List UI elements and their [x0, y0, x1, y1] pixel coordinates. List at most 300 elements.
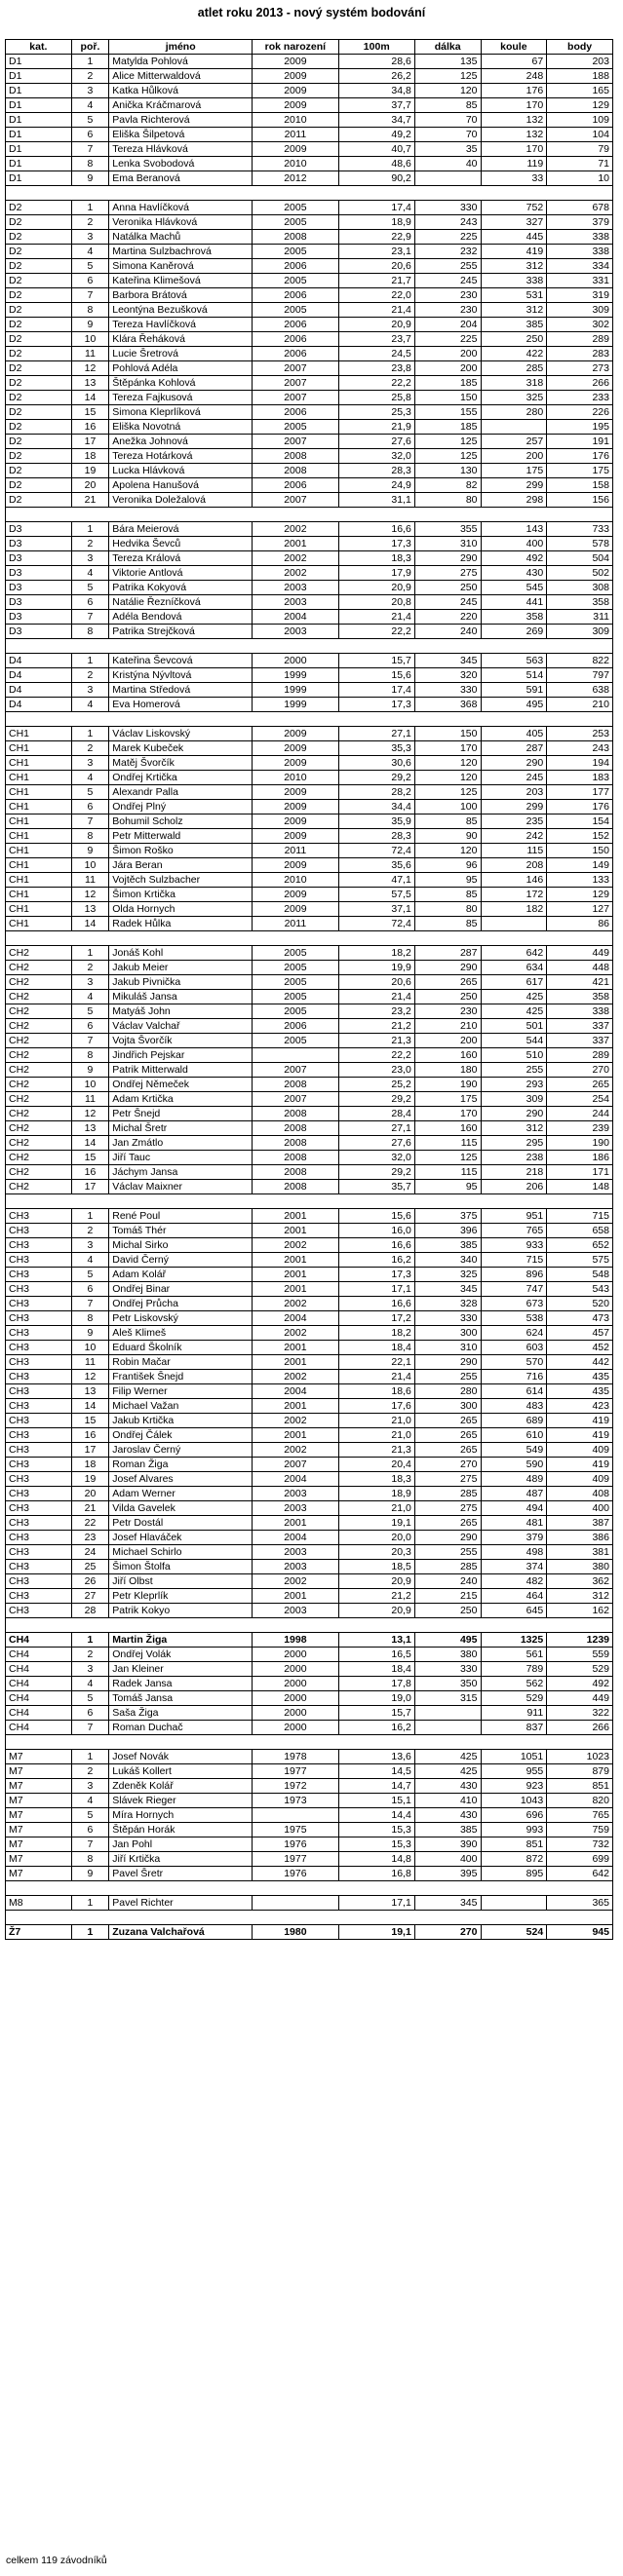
cell-kat: D4: [6, 698, 72, 712]
cell-poradi: 10: [71, 1341, 109, 1355]
cell-koule: 422: [481, 347, 547, 361]
cell-body: 502: [547, 566, 613, 581]
cell-rok-narozeni: 2005: [253, 975, 339, 990]
cell-poradi: 9: [71, 318, 109, 332]
cell-rok-narozeni: 2003: [253, 625, 339, 639]
cell-dalka: 210: [414, 1019, 481, 1034]
cell-jmeno: Jakub Meier: [109, 961, 253, 975]
cell-100m: 19,1: [338, 1516, 414, 1531]
table-row: [6, 1823, 613, 1837]
table-row: [6, 814, 613, 829]
cell-body: 302: [547, 318, 613, 332]
cell-poradi: 11: [71, 347, 109, 361]
cell-jmeno: Patrik Kokyo: [109, 1604, 253, 1618]
cell-dalka: 95: [414, 1180, 481, 1194]
table-row: [6, 1136, 613, 1151]
cell-rok-narozeni: 2002: [253, 1574, 339, 1589]
cell-body: 820: [547, 1794, 613, 1808]
cell-100m: 28,4: [338, 1107, 414, 1121]
cell-jmeno: Ondřej Binar: [109, 1282, 253, 1297]
cell-koule: 538: [481, 1311, 547, 1326]
cell-body: 473: [547, 1311, 613, 1326]
cell-jmeno: Kristýna Nývltová: [109, 668, 253, 683]
cell-100m: 20,0: [338, 1531, 414, 1545]
cell-poradi: 8: [71, 829, 109, 844]
cell-koule: 531: [481, 288, 547, 303]
cell-poradi: 14: [71, 1399, 109, 1414]
cell-rok-narozeni: 2012: [253, 171, 339, 186]
cell-jmeno: Štěpán Horák: [109, 1823, 253, 1837]
cell-poradi: 17: [71, 1443, 109, 1458]
cell-poradi: 4: [71, 990, 109, 1004]
cell-body: 176: [547, 449, 613, 464]
cell-jmeno: Jonáš Kohl: [109, 946, 253, 961]
cell-body: 191: [547, 435, 613, 449]
cell-kat: CH3: [6, 1326, 72, 1341]
cell-koule: 238: [481, 1151, 547, 1165]
cell-body: 195: [547, 420, 613, 435]
cell-koule: 765: [481, 1224, 547, 1238]
cell-dalka: 328: [414, 1297, 481, 1311]
cell-jmeno: Ondřej Čálek: [109, 1428, 253, 1443]
cell-body: 338: [547, 1004, 613, 1019]
cell-koule: 203: [481, 785, 547, 800]
cell-kat: CH3: [6, 1399, 72, 1414]
cell-dalka: 275: [414, 566, 481, 581]
cell-dalka: 290: [414, 1531, 481, 1545]
cell-dalka: 290: [414, 961, 481, 975]
cell-body: 408: [547, 1487, 613, 1501]
cell-100m: 14,8: [338, 1852, 414, 1867]
cell-poradi: 11: [71, 1355, 109, 1370]
cell-jmeno: František Šnejd: [109, 1370, 253, 1384]
cell-koule: 295: [481, 1136, 547, 1151]
cell-kat: CH2: [6, 961, 72, 975]
cell-rok-narozeni: 2002: [253, 1370, 339, 1384]
header-100m: 100m: [338, 40, 414, 55]
results-table: [5, 39, 613, 1940]
table-row: [6, 727, 613, 741]
table-row: [6, 1078, 613, 1092]
cell-100m: 18,9: [338, 1487, 414, 1501]
cell-100m: 29,2: [338, 1092, 414, 1107]
table-row: [6, 1896, 613, 1911]
table-row: [6, 128, 613, 142]
table-row: [6, 1151, 613, 1165]
table-row: [6, 1648, 613, 1662]
cell-poradi: 10: [71, 858, 109, 873]
cell-100m: 17,3: [338, 698, 414, 712]
cell-kat: CH2: [6, 1048, 72, 1063]
cell-koule: 441: [481, 595, 547, 610]
cell-kat: D1: [6, 84, 72, 98]
cell-kat: CH3: [6, 1487, 72, 1501]
cell-body: 732: [547, 1837, 613, 1852]
cell-dalka: 240: [414, 1574, 481, 1589]
cell-jmeno: Alice Mitterwaldová: [109, 69, 253, 84]
cell-100m: 27,6: [338, 1136, 414, 1151]
cell-koule: 481: [481, 1516, 547, 1531]
cell-100m: 16,6: [338, 522, 414, 537]
table-row: [6, 1706, 613, 1721]
cell-body: 148: [547, 1180, 613, 1194]
cell-100m: 23,2: [338, 1004, 414, 1019]
cell-kat: D3: [6, 522, 72, 537]
cell-dalka: 125: [414, 449, 481, 464]
cell-poradi: 2: [71, 1648, 109, 1662]
cell-body: 381: [547, 1545, 613, 1560]
cell-rok-narozeni: 2007: [253, 493, 339, 508]
cell-poradi: 13: [71, 1121, 109, 1136]
cell-jmeno: Matěj Švorčík: [109, 756, 253, 771]
table-row: [6, 230, 613, 245]
cell-kat: CH1: [6, 727, 72, 741]
cell-jmeno: Tomáš Jansa: [109, 1691, 253, 1706]
cell-kat: M7: [6, 1779, 72, 1794]
cell-jmeno: Štěpánka Kohlová: [109, 376, 253, 391]
cell-koule: 132: [481, 128, 547, 142]
table-row: [6, 610, 613, 625]
cell-jmeno: Tereza Králová: [109, 551, 253, 566]
cell-dalka: 310: [414, 1341, 481, 1355]
cell-poradi: 3: [71, 551, 109, 566]
cell-koule: 257: [481, 435, 547, 449]
table-row: [6, 478, 613, 493]
cell-rok-narozeni: 2009: [253, 727, 339, 741]
table-row: [6, 1794, 613, 1808]
cell-poradi: 5: [71, 113, 109, 128]
cell-koule: 911: [481, 1706, 547, 1721]
cell-rok-narozeni: 2004: [253, 1311, 339, 1326]
cell-kat: CH2: [6, 1180, 72, 1194]
table-row: [6, 113, 613, 128]
cell-dalka: 125: [414, 785, 481, 800]
cell-dalka: 125: [414, 435, 481, 449]
cell-poradi: 15: [71, 1414, 109, 1428]
cell-dalka: 265: [414, 975, 481, 990]
cell-100m: 22,2: [338, 1048, 414, 1063]
cell-poradi: 5: [71, 1268, 109, 1282]
table-row: [6, 201, 613, 215]
cell-rok-narozeni: 2002: [253, 566, 339, 581]
total-count: celkem 119 závodníků: [6, 2555, 107, 2566]
cell-rok-narozeni: 2005: [253, 1004, 339, 1019]
cell-body: 578: [547, 537, 613, 551]
cell-koule: 562: [481, 1677, 547, 1691]
cell-kat: CH3: [6, 1516, 72, 1531]
cell-dalka: 215: [414, 1589, 481, 1604]
header-kat: kat.: [6, 40, 72, 55]
cell-kat: CH4: [6, 1677, 72, 1691]
cell-kat: CH1: [6, 902, 72, 917]
cell-koule: 182: [481, 902, 547, 917]
cell-jmeno: Václav Liskovský: [109, 727, 253, 741]
cell-dalka: 170: [414, 1107, 481, 1121]
cell-kat: CH1: [6, 756, 72, 771]
cell-body: 652: [547, 1238, 613, 1253]
cell-100m: 20,4: [338, 1458, 414, 1472]
cell-poradi: 3: [71, 84, 109, 98]
cell-koule: [481, 917, 547, 931]
cell-koule: 419: [481, 245, 547, 259]
cell-rok-narozeni: 2009: [253, 800, 339, 814]
cell-koule: 255: [481, 1063, 547, 1078]
cell-100m: 27,1: [338, 727, 414, 741]
cell-koule: 696: [481, 1808, 547, 1823]
cell-poradi: 6: [71, 274, 109, 288]
cell-body: 308: [547, 581, 613, 595]
cell-rok-narozeni: 2010: [253, 157, 339, 171]
cell-koule: 325: [481, 391, 547, 405]
cell-jmeno: Jan Zmátlo: [109, 1136, 253, 1151]
cell-koule: 951: [481, 1209, 547, 1224]
cell-koule: 510: [481, 1048, 547, 1063]
cell-jmeno: Natálka Machů: [109, 230, 253, 245]
cell-poradi: 2: [71, 1764, 109, 1779]
cell-kat: D4: [6, 683, 72, 698]
cell-dalka: 265: [414, 1516, 481, 1531]
cell-dalka: 315: [414, 1691, 481, 1706]
cell-poradi: 9: [71, 171, 109, 186]
table-row: [6, 654, 613, 668]
table-row: [6, 1487, 613, 1501]
group-spacer: [6, 1194, 613, 1209]
cell-rok-narozeni: 2001: [253, 1253, 339, 1268]
cell-rok-narozeni: 1972: [253, 1779, 339, 1794]
cell-poradi: 3: [71, 230, 109, 245]
table-row: [6, 1355, 613, 1370]
cell-rok-narozeni: 1999: [253, 683, 339, 698]
cell-kat: CH3: [6, 1589, 72, 1604]
cell-koule: 285: [481, 361, 547, 376]
cell-jmeno: Michal Šretr: [109, 1121, 253, 1136]
cell-koule: 529: [481, 1691, 547, 1706]
cell-100m: 35,7: [338, 1180, 414, 1194]
cell-dalka: 220: [414, 610, 481, 625]
cell-kat: D2: [6, 245, 72, 259]
cell-koule: 312: [481, 259, 547, 274]
cell-kat: D3: [6, 595, 72, 610]
cell-body: 715: [547, 1209, 613, 1224]
cell-koule: 955: [481, 1764, 547, 1779]
cell-100m: 16,6: [338, 1297, 414, 1311]
table-row: [6, 1574, 613, 1589]
cell-body: 309: [547, 625, 613, 639]
cell-koule: 634: [481, 961, 547, 975]
cell-kat: CH4: [6, 1662, 72, 1677]
cell-koule: 614: [481, 1384, 547, 1399]
cell-dalka: 185: [414, 376, 481, 391]
cell-jmeno: Radek Hůlka: [109, 917, 253, 931]
cell-100m: 18,4: [338, 1341, 414, 1355]
cell-poradi: 2: [71, 215, 109, 230]
cell-koule: 309: [481, 1092, 547, 1107]
group-spacer: [6, 186, 613, 201]
cell-rok-narozeni: 2003: [253, 1545, 339, 1560]
cell-jmeno: Tomáš Thér: [109, 1224, 253, 1238]
cell-rok-narozeni: 2002: [253, 1297, 339, 1311]
cell-poradi: 19: [71, 1472, 109, 1487]
cell-kat: CH2: [6, 1151, 72, 1165]
cell-body: 448: [547, 961, 613, 975]
table-row: [6, 1253, 613, 1268]
cell-dalka: 380: [414, 1648, 481, 1662]
cell-poradi: 9: [71, 1867, 109, 1881]
cell-poradi: 19: [71, 464, 109, 478]
cell-jmeno: Šimon Štolfa: [109, 1560, 253, 1574]
cell-koule: 379: [481, 1531, 547, 1545]
cell-poradi: 7: [71, 288, 109, 303]
group-spacer: [6, 712, 613, 727]
cell-koule: 146: [481, 873, 547, 888]
cell-koule: 896: [481, 1268, 547, 1282]
cell-kat: D3: [6, 625, 72, 639]
table-row: [6, 625, 613, 639]
cell-kat: CH2: [6, 1004, 72, 1019]
cell-koule: 1043: [481, 1794, 547, 1808]
cell-100m: 23,1: [338, 245, 414, 259]
cell-body: 243: [547, 741, 613, 756]
cell-poradi: 10: [71, 332, 109, 347]
cell-rok-narozeni: 2008: [253, 1107, 339, 1121]
cell-100m: 17,3: [338, 537, 414, 551]
cell-poradi: 13: [71, 1384, 109, 1399]
cell-jmeno: Ondřej Němeček: [109, 1078, 253, 1092]
cell-rok-narozeni: 1975: [253, 1823, 339, 1837]
cell-jmeno: Apolena Hanušová: [109, 478, 253, 493]
cell-dalka: 495: [414, 1633, 481, 1648]
cell-jmeno: Vojta Švorčík: [109, 1034, 253, 1048]
cell-100m: 22,1: [338, 1355, 414, 1370]
cell-dalka: 115: [414, 1165, 481, 1180]
cell-rok-narozeni: 2008: [253, 449, 339, 464]
cell-rok-narozeni: [253, 1808, 339, 1823]
cell-body: 127: [547, 902, 613, 917]
cell-body: 435: [547, 1370, 613, 1384]
cell-jmeno: Vojtěch Sulzbacher: [109, 873, 253, 888]
table-row: [6, 1808, 613, 1823]
table-row: [6, 464, 613, 478]
cell-100m: 20,9: [338, 581, 414, 595]
cell-100m: 17,4: [338, 201, 414, 215]
cell-koule: 293: [481, 1078, 547, 1092]
cell-koule: 170: [481, 142, 547, 157]
cell-dalka: 375: [414, 1209, 481, 1224]
table-row: [6, 785, 613, 800]
cell-kat: CH3: [6, 1501, 72, 1516]
cell-100m: 23,7: [338, 332, 414, 347]
cell-rok-narozeni: 2008: [253, 1136, 339, 1151]
cell-rok-narozeni: 2005: [253, 961, 339, 975]
cell-koule: 487: [481, 1487, 547, 1501]
cell-koule: 494: [481, 1501, 547, 1516]
table-row: [6, 1458, 613, 1472]
cell-100m: 57,5: [338, 888, 414, 902]
cell-koule: 299: [481, 800, 547, 814]
table-row: [6, 1837, 613, 1852]
cell-body: 387: [547, 1516, 613, 1531]
cell-kat: M7: [6, 1764, 72, 1779]
cell-jmeno: Jan Kleiner: [109, 1662, 253, 1677]
cell-jmeno: Simona Kleprlíková: [109, 405, 253, 420]
cell-jmeno: Pavla Richterová: [109, 113, 253, 128]
cell-koule: 132: [481, 113, 547, 128]
cell-100m: 35,6: [338, 858, 414, 873]
cell-dalka: 125: [414, 1151, 481, 1165]
cell-100m: 21,0: [338, 1501, 414, 1516]
cell-poradi: 6: [71, 800, 109, 814]
cell-jmeno: Pavel Richter: [109, 1896, 253, 1911]
cell-rok-narozeni: 1976: [253, 1867, 339, 1881]
cell-rok-narozeni: 2006: [253, 478, 339, 493]
cell-body: 442: [547, 1355, 613, 1370]
cell-dalka: 410: [414, 1794, 481, 1808]
cell-jmeno: Lenka Svobodová: [109, 157, 253, 171]
cell-body: 358: [547, 595, 613, 610]
cell-100m: 18,5: [338, 1560, 414, 1574]
cell-kat: CH3: [6, 1472, 72, 1487]
cell-100m: 20,9: [338, 318, 414, 332]
cell-jmeno: Ondřej Plný: [109, 800, 253, 814]
cell-poradi: 5: [71, 581, 109, 595]
cell-rok-narozeni: 2001: [253, 1399, 339, 1414]
cell-jmeno: Šimon Roško: [109, 844, 253, 858]
table-row: [6, 1779, 613, 1794]
cell-koule: 405: [481, 727, 547, 741]
cell-100m: 15,6: [338, 1209, 414, 1224]
cell-100m: 20,6: [338, 975, 414, 990]
cell-kat: CH4: [6, 1691, 72, 1706]
cell-poradi: 2: [71, 537, 109, 551]
cell-100m: 21,0: [338, 1414, 414, 1428]
cell-poradi: 27: [71, 1589, 109, 1604]
cell-jmeno: Tereza Fajkusová: [109, 391, 253, 405]
cell-koule: 715: [481, 1253, 547, 1268]
cell-dalka: 190: [414, 1078, 481, 1092]
group-spacer: [6, 639, 613, 654]
table-row: [6, 332, 613, 347]
cell-koule: 242: [481, 829, 547, 844]
cell-dalka: 368: [414, 698, 481, 712]
spacer-cell: [6, 508, 613, 522]
table-row: [6, 990, 613, 1004]
cell-100m: 34,4: [338, 800, 414, 814]
cell-dalka: 115: [414, 1136, 481, 1151]
cell-jmeno: Pavel Šretr: [109, 1867, 253, 1881]
cell-rok-narozeni: 2001: [253, 537, 339, 551]
cell-kat: CH3: [6, 1531, 72, 1545]
cell-kat: D1: [6, 171, 72, 186]
cell-poradi: 18: [71, 1458, 109, 1472]
table-row: [6, 347, 613, 361]
table-row: [6, 1048, 613, 1063]
header-jmeno: jméno: [109, 40, 253, 55]
spacer-cell: [6, 712, 613, 727]
table-row: [6, 1121, 613, 1136]
cell-dalka: 160: [414, 1048, 481, 1063]
cell-jmeno: Anna Havlíčková: [109, 201, 253, 215]
cell-koule: 570: [481, 1355, 547, 1370]
cell-rok-narozeni: 2001: [253, 1282, 339, 1297]
cell-koule: 514: [481, 668, 547, 683]
cell-rok-narozeni: 2006: [253, 318, 339, 332]
cell-body: 409: [547, 1472, 613, 1487]
cell-poradi: 17: [71, 1180, 109, 1194]
cell-jmeno: Roman Duchač: [109, 1721, 253, 1735]
cell-poradi: 1: [71, 1209, 109, 1224]
cell-rok-narozeni: 2004: [253, 1531, 339, 1545]
cell-jmeno: Václav Valchař: [109, 1019, 253, 1034]
